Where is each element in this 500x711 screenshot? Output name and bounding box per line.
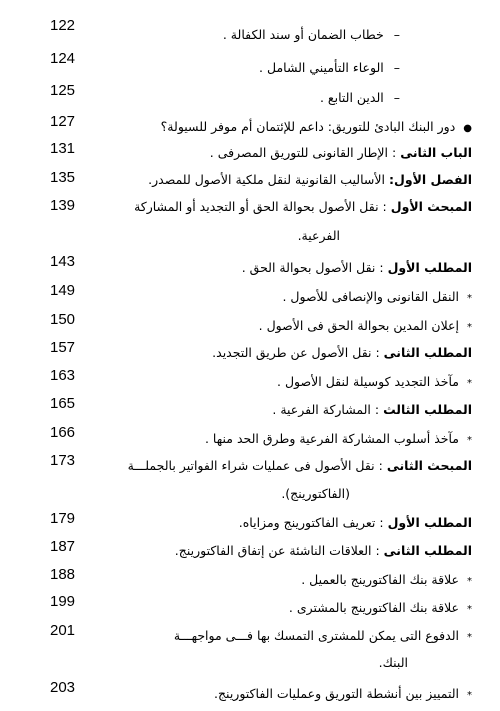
entry-text — [214, 684, 472, 706]
entry-title: خطاب الضمان أو سند الكفالة . — [222, 27, 384, 42]
entry-text — [320, 88, 400, 108]
entry-continuation — [298, 226, 340, 246]
entry-text — [239, 513, 472, 533]
section-label: المطلب الثانى — [383, 543, 472, 558]
entry-title: التمييز بين أنشطة التوريق وعمليات الفاكتورينج. — [214, 686, 459, 701]
page-number: 135 — [50, 169, 76, 186]
entry-text — [212, 343, 472, 363]
entry-title: : تعريف الفاكتورينج ومزاياه. — [238, 515, 388, 530]
section-label: المبحث الأول — [390, 199, 472, 214]
page-number: 166 — [50, 424, 76, 441]
asterisk-marker: * — [467, 322, 472, 333]
section-label: المطلب الثانى — [383, 345, 472, 360]
asterisk-marker: * — [467, 632, 472, 643]
page-number: 165 — [50, 395, 76, 412]
entry-text — [277, 372, 472, 394]
page-number: 143 — [50, 253, 76, 270]
entry-text — [259, 58, 400, 78]
entry-text — [128, 456, 472, 476]
entry-title: : نقل الأصول بحوالة الحق أو التجديد أو المشاركة — [134, 199, 391, 214]
entry-text — [282, 287, 472, 309]
entry-text — [272, 400, 472, 420]
entry-text — [134, 197, 472, 217]
bullet-marker: ● — [463, 123, 472, 134]
entry-text — [223, 25, 400, 45]
entry-text — [161, 117, 472, 139]
entry-title: علاقة بنك الفاكتورينج بالعميل . — [301, 572, 459, 587]
entry-title: إعلان المدين بحوالة الحق فى الأصول . — [258, 318, 459, 333]
entry-text — [210, 143, 472, 163]
entry-title-cont: الفرعية. — [297, 228, 340, 243]
entry-title: النقل القانونى والإنصافى للأصول . — [282, 289, 459, 304]
asterisk-marker: * — [467, 576, 472, 587]
page-number: 150 — [50, 311, 76, 328]
dash-marker: – — [393, 60, 400, 75]
page-number: 122 — [50, 17, 76, 34]
page-number: 199 — [50, 593, 76, 610]
entry-title: الوعاء التأميني الشامل . — [259, 60, 384, 75]
dash-marker: – — [393, 90, 400, 105]
page-number: 125 — [50, 82, 76, 99]
page-number: 157 — [50, 339, 76, 356]
entry-title: : نقل الأصول بحوالة الحق . — [241, 260, 388, 275]
entry-continuation — [379, 653, 408, 673]
page-number: 188 — [50, 566, 76, 583]
section-label: الباب الثانى — [400, 145, 472, 160]
entry-title: الدين التابع . — [319, 90, 384, 105]
entry-title: الأساليب القانونية لنقل ملكية الأصول للمصدر. — [148, 172, 389, 187]
entry-title: مآخذ أسلوب المشاركة الفرعية وطرق الحد منها . — [204, 431, 459, 446]
page-number: 187 — [50, 538, 76, 555]
section-label: المطلب الأول — [387, 515, 472, 530]
asterisk-marker: * — [467, 435, 472, 446]
section-label: المطلب الثالث — [383, 402, 472, 417]
entry-continuation — [281, 484, 350, 504]
dash-marker: – — [393, 27, 400, 42]
entry-title: : نقل الأصول فى عمليات شراء الفواتير بالجملـــة — [127, 458, 387, 473]
entry-text — [174, 626, 472, 648]
entry-title: : العلاقات الناشئة عن إتفاق الفاكتورينج. — [174, 543, 384, 558]
asterisk-marker: * — [467, 293, 472, 304]
entry-title: دور البنك البادئ للتوريق: داعم للإئتمان أم موفر للسيولة؟ — [160, 119, 456, 134]
entry-title: : المشاركة الفرعية . — [272, 402, 384, 417]
entry-title-cont: (الفاكتورينج). — [281, 486, 350, 501]
entry-title: : الإطار القانونى للتوريق المصرفى . — [209, 145, 401, 160]
page-number: 127 — [50, 113, 76, 130]
entry-text — [289, 598, 472, 620]
page-number: 201 — [50, 622, 76, 639]
asterisk-marker: * — [467, 604, 472, 615]
asterisk-marker: * — [467, 378, 472, 389]
page-number: 124 — [50, 50, 76, 67]
page-number: 179 — [50, 510, 76, 527]
entry-text — [205, 429, 472, 451]
entry-title: : نقل الأصول عن طريق التجديد. — [212, 345, 384, 360]
entry-title-cont: البنك. — [378, 655, 408, 670]
section-label: المبحث الثانى — [386, 458, 472, 473]
asterisk-marker: * — [467, 690, 472, 701]
entry-text — [242, 258, 472, 278]
page-number: 139 — [50, 197, 76, 214]
entry-title: مآخذ التجديد كوسيلة لنقل الأصول . — [277, 374, 459, 389]
entry-text — [175, 541, 472, 561]
entry-title: علاقة بنك الفاكتورينج بالمشترى . — [288, 600, 459, 615]
section-label: المطلب الأول — [387, 260, 472, 275]
page-number: 203 — [50, 679, 76, 696]
entry-text — [301, 570, 472, 592]
page-number: 163 — [50, 367, 76, 384]
page-number: 173 — [50, 452, 76, 469]
entry-title: الدفوع التى يمكن للمشترى التمسك بها فـــى مواجهـــة — [173, 628, 459, 643]
page-number: 149 — [50, 282, 76, 299]
page-number: 131 — [50, 140, 76, 157]
entry-text — [148, 170, 472, 190]
section-label: الفصل الأول: — [388, 172, 472, 187]
entry-text — [259, 316, 472, 338]
